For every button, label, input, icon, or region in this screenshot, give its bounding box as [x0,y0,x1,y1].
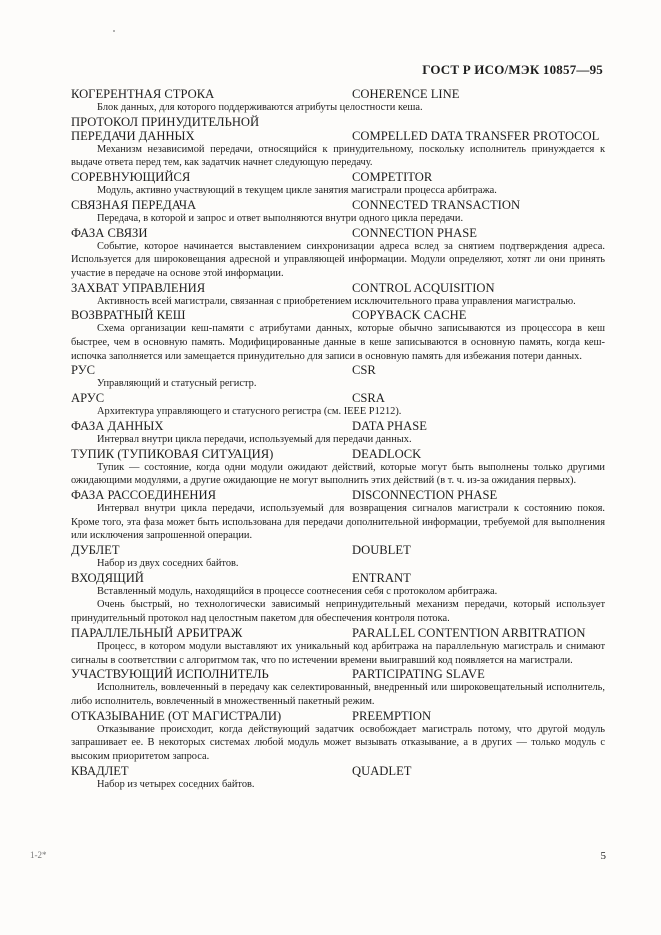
glossary-term [71,87,605,101]
term-russian: КОГЕРЕНТНАЯ СТРОКА [71,87,215,101]
term-russian: ПАРАЛЛЕЛЬНЫЙ АРБИТРАЖ [71,625,243,640]
term-russian: ЗАХВАТ УПРАВЛЕНИЯ [71,280,206,295]
glossary-term [71,667,605,681]
term-definition: Механизм независимой передачи, относящийся к принудительному, поскольку исполнитель принуждается к выдаче ответа перед тем, как задатчик начнет следующую передачу. [71,143,605,169]
glossary-term [71,764,605,778]
glossary-term [71,543,605,557]
glossary-term [71,115,605,129]
term-definition: Передача, в которой и запрос и ответ выполняются внутри одного цикла передачи. [97,212,464,224]
term-english: DATA PHASE [352,418,427,433]
term-english: CSR [352,363,376,378]
term-definition: Управляющий и статусный регистр. [97,378,257,390]
term-english: COMPELLED DATA TRANSFER PROTOCOL [352,128,600,143]
footer-mark: 1-2* [30,850,47,860]
term-definition: Набор из двух соседних байтов. [97,558,239,570]
term-russian: СОРЕВНУЮЩИЙСЯ [71,170,191,185]
term-english: ENTRANT [352,570,411,585]
term-russian: ТУПИК (ТУПИКОВАЯ СИТУАЦИЯ) [71,446,274,461]
glossary-term [71,419,605,433]
glossary-term [71,391,605,405]
term-russian: ПЕРЕДАЧИ ДАННЫХ [71,128,195,143]
term-russian: ВХОДЯЩИЙ [71,570,144,585]
term-english: CSRA [352,391,385,406]
term-english: COPYBACK CACHE [352,308,467,323]
term-russian: ПРОТОКОЛ ПРИНУДИТЕЛЬНОЙ [71,114,260,129]
term-russian: ОТКАЗЫВАНИЕ (ОТ МАГИСТРАЛИ) [71,708,282,723]
term-english: DOUBLET [352,543,411,558]
term-english: CONTROL ACQUISITION [352,280,495,295]
glossary-term [71,447,605,461]
term-english: CONNECTED TRANSACTION [352,197,521,212]
term-russian: РУС [71,363,96,378]
term-definition: Набор из четырех соседних байтов. [97,778,255,790]
term-english: PARALLEL CONTENTION ARBITRATION [352,625,586,640]
glossary [71,87,605,792]
scan-mark [113,30,115,32]
term-definition: Процесс, в котором модули выставляют их уникальный код арбитража на параллельную магистраль и снимают сигналы в соответствии с алгоритмом так, что по истечении времени выигравший код появляется на магистрали. [71,640,605,666]
page-number: 5 [600,850,606,862]
term-definition: Тупик — состояние, когда одни модули ожидают действий, которые могут быть выполнены только другими ожидающими модулями, а другие ожидающие не могут выполнить этих действий (в т. ч. из-за ожидания первых). [71,461,605,487]
term-russian: ДУБЛЕТ [71,543,120,558]
term-russian: ВОЗВРАТНЫЙ КЕШ [71,308,186,323]
glossary-term [71,308,605,322]
term-definition: Событие, которое начинается выставлением синхронизации адреса вслед за снятием подтверждения адреса. Используется для широковещания адресной и управляющей информации. Модули определяют, хотят ли они принять участие в передаче на основе этой информации. [71,240,605,279]
term-english: DEADLOCK [352,446,422,461]
term-definition: Интервал внутри цикла передачи, используемый для передачи данных. [97,433,412,445]
glossary-term [71,198,605,212]
term-definition: Модуль, активно участвующий в текущем цикле занятия магистрали процесса арбитража. [97,185,497,197]
glossary-term [71,571,605,585]
glossary-term [71,488,605,502]
term-russian: ФАЗА РАССОЕДИНЕНИЯ [71,487,216,502]
standard-header: ГОСТ Р ИСО/МЭК 10857—95 [422,62,603,77]
glossary-term [71,226,605,240]
term-english: COMPETITOR [352,170,433,185]
term-definition: Архитектура управляющего и статусного регистра (см. IEEE P1212). [97,406,402,418]
glossary-term [71,363,605,377]
term-definition: Вставленный модуль, находящийся в процессе соотнесения себя с протоколом арбитража. [97,585,498,597]
term-russian: ФАЗА ДАННЫХ [71,418,164,433]
glossary-term [71,709,605,723]
term-english: QUADLET [352,763,412,778]
term-definition: Схема организации кеш-памяти с атрибутами данных, которые обычно записываются из процессора в кеш быстрее, чем в основную память. Модифицированные данные в кеше записываются в основную память, когда кеш-испочка заполняется или замещается принудительно для записи в основную память для избежания потери данных. [71,323,605,362]
term-english: PREEMPTION [352,708,432,723]
term-definition: Интервал внутри цикла передачи, используемый для возвращения сигналов магистрали к состоянию покоя. Кроме того, эта фаза может быть использована для передачи дополнительной информации, требуемой для выполнения или исключения запрошенной операции. [71,502,605,542]
term-english: DISCONNECTION PHASE [352,487,498,502]
term-definition: Исполнитель, вовлеченный в передачу как селектированный, внедренный или широковещательный исполнитель, либо исполнитель, вовлеченный в множественный пакетный режим. [71,682,605,707]
term-definition: Отказывание происходит, когда действующий задатчик освобождает магистраль потому, что другой модуль запрашивает ее. В некоторых системах любой модуль может вызывать отказывание, а в других — только модуль с высоким приоритетом запроса. [71,723,605,763]
term-russian: ФАЗА СВЯЗИ [71,225,148,240]
term-definition: Очень быстрый, но технологически зависимый непринудительный механизм передачи, который использует принудительный протокол над целостным пакетом для обеспечения контроля потока. [71,599,605,625]
term-russian: КВАДЛЕТ [71,763,129,778]
term-english: COHERENCE LINE [352,87,460,101]
glossary-term [71,170,605,184]
term-definition: Блок данных, для которого поддерживаются атрибуты целостности кеша. [97,102,423,113]
term-russian: АРУС [71,391,105,406]
term-russian: СВЯЗНАЯ ПЕРЕДАЧА [71,197,197,212]
term-russian: УЧАСТВУЮЩИЙ ИСПОЛНИТЕЛЬ [71,667,269,682]
glossary-term [71,281,605,295]
term-definition: Активность всей магистрали, связанная с приобретением исключительного права управления магистралью. [97,295,576,307]
term-english: PARTICIPATING SLAVE [352,667,485,682]
term-english: CONNECTION PHASE [352,225,477,240]
glossary-term [71,626,605,640]
glossary-term [71,129,605,143]
